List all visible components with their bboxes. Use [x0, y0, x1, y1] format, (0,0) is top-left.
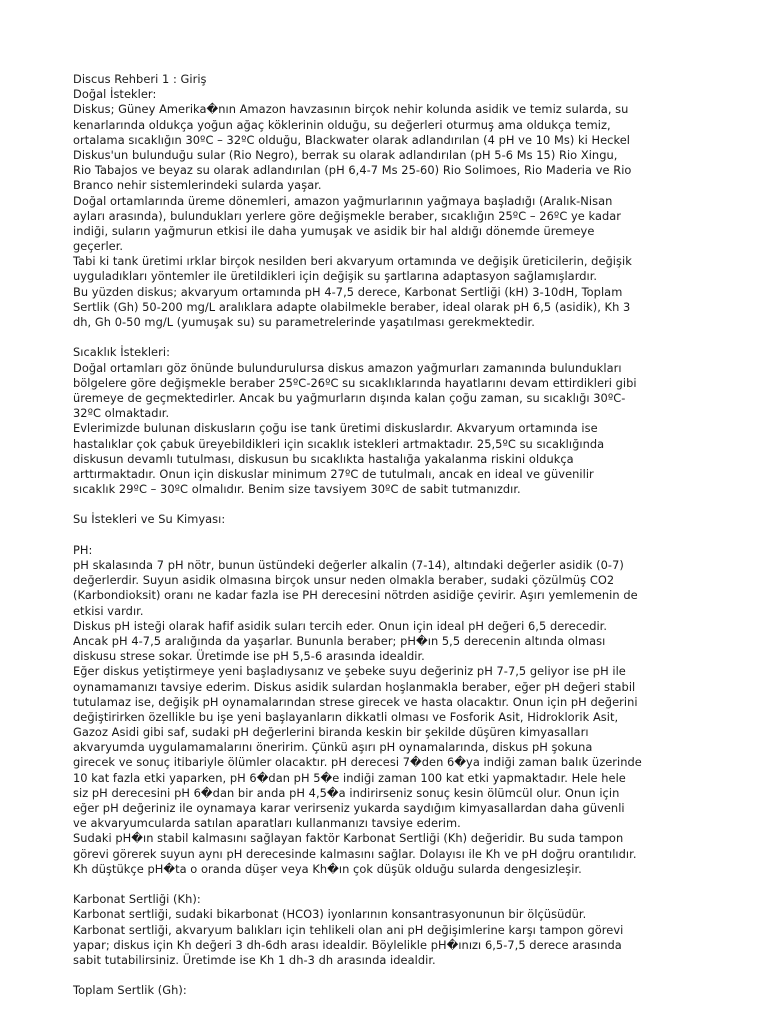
text-line: ve akvaryumcularda satılan aparatları kullanmanızı tavsiye ederim. — [73, 816, 461, 831]
text-line: Doğal İstekler: — [73, 87, 157, 102]
document-page — [73, 72, 699, 998]
blank-line — [73, 330, 699, 345]
text-line: akvaryumda uygulamamalarını öneririm. Çünkü aşırı pH oynamalarında, diskus pH şokuna — [73, 740, 593, 755]
text-line: geçerler. — [73, 239, 124, 254]
text-line: ortalama sıcaklığın 30ºC – 32ºC olduğu, Blackwater olarak adlandırılan (4 pH ve 10 Ms) ki Heckel — [73, 132, 631, 147]
text-line: diskusun devamlı tutulması, diskusun bu sıcaklıkta hastalığa yakalanma riskini oldukça — [73, 451, 574, 466]
text-line: ayları arasında), bulundukları yerlere göre değişmekle beraber, sıcaklığın 25ºC – 26ºC ye kadar — [73, 208, 622, 223]
text-line: arttırmaktadır. Onun için diskuslar minimum 27ºC de tutulmalı, ancak en ideal ve güvenilir — [73, 466, 594, 481]
text-line: Sıcaklık İstekleri: — [73, 345, 170, 360]
text-line: girecek ve sonuç itibariyle ölümler olacaktır. pH derecesi 7�den 6�ya indiği zaman balık üzerinde — [73, 755, 642, 770]
blank-line — [73, 528, 699, 543]
text-line: Bu yüzden diskus; akvaryum ortamında pH 4-7,5 derece, Karbonat Sertliği (kH) 3-10dH, Toplam — [73, 284, 623, 299]
text-line: Doğal ortamlarında üreme dönemleri, amazon yağmurlarının yağmaya başladığı (Aralık-Nisan — [73, 193, 613, 208]
blank-line — [73, 497, 699, 512]
text-line: Doğal ortamları göz önünde bulundurulursa diskus amazon yağmurları zamanında bulundukları — [73, 360, 622, 375]
text-line: uyguladıkları yöntemler ile üretildikleri için değişik su şartlarına adaptasyon sağlamışlardır. — [73, 269, 598, 284]
text-line: 10 kat fazla etki yaparken, pH 6�dan pH 5�e indiği zaman 100 kat etki yapmaktadır. Hele hele — [73, 770, 626, 785]
text-line: Karbonat sertliği, akvaryum balıkları için tehlikeli olan ani pH değişimlerine karşı tampon görevi — [73, 922, 624, 937]
text-line: sabit tutabilirsiniz. Üretimde ise Kh 1 dh-3 dh arasında idealdir. — [73, 952, 436, 967]
text-line: sıcaklık 29ºC – 30ºC olmalıdır. Benim size tavsiyem 30ºC de sabit tutmanızdır. — [73, 482, 521, 497]
text-line: dh, Gh 0-50 mg/L (yumuşak su) su parametrelerinde yaşatılması gerekmektedir. — [73, 315, 535, 329]
text-line: siz pH derecesini pH 6�dan bir anda pH 4,5�a indirirseniz sonuç kesin ölümcül olur. Onun için — [73, 785, 620, 800]
text-line: diskusu strese sokar. Üretimde ise pH 5,5-6 arasında idealdir. — [73, 649, 425, 664]
text-line: Sertlik (Gh) 50-200 mg/L aralıklara adapte olabilmekle beraber, ideal olarak pH 6,5 (asidik), Kh 3 — [73, 299, 631, 314]
text-line: indiği, suların yağmurun etkisi ile daha yumuşak ve asidik bir hal aldığı dönemde üremeye — [73, 223, 595, 238]
text-line: PH: — [73, 542, 93, 557]
text-line: kenarlarında oldukça yoğun ağaç köklerinin olduğu, su değerleri oturmuş ama oldukça temiz, — [73, 117, 611, 132]
text-line: Diskus pH isteği olarak hafif asidik suları tercih eder. Onun için ideal pH değeri 6,5 derecedir. — [73, 618, 608, 633]
text-line: etkisi vardır. — [73, 603, 144, 618]
text-line: değiştirirken özellikle bu işe yeni başlayanların dikkatli olması ve Fosforik Asit, Hidroklorik Asit, — [73, 709, 619, 724]
text-line: üremeye de geçmektedirler. Ancak bu yağmurların dışında kalan çoğu zaman, su sıcaklığı 30ºC- — [73, 390, 626, 405]
text-line: Rio Tabajos ve beyaz su olarak adlandırılan (pH 6,4-7 Ms 25-60) Rio Solimoes, Rio Maderia ve Rio — [73, 163, 632, 178]
text-line: Ancak pH 4-7,5 aralığında da yaşarlar. Bununla beraber; pH�ın 5,5 derecenin altında olması — [73, 633, 606, 648]
text-line: Diskus'un bulunduğu sular (Rio Negro), berrak su olarak adlandırılan (pH 5-6 Ms 15) Rio Xingu, — [73, 147, 618, 162]
text-line: Evlerimizde bulunan diskusların çoğu ise tank üretimi diskuslardır. Akvaryum ortamında ise — [73, 421, 598, 436]
text-line: görevi görerek suyun aynı pH derecesinde kalmasını sağlar. Dolayısı ile Kh ve pH doğru orantılıdır. — [73, 846, 637, 861]
text-line: Karbonat Sertliği (Kh): — [73, 892, 201, 907]
text-line: Branco nehir sistemlerindeki sularda yaşar. — [73, 178, 322, 193]
text-line: Sudaki pH�ın stabil kalmasını sağlayan faktör Karbonat Sertliği (Kh) değeridir. Bu suda tampon — [73, 831, 624, 846]
text-line: yapar; diskus için Kh değeri 3 dh-6dh arası idealdir. Böylelikle pH�ınızı 6,5-7,5 derece arasında — [73, 937, 622, 952]
text-line: Su İstekleri ve Su Kimyası: — [73, 512, 226, 527]
text-line: eğer pH değeriniz ile oynamaya karar verirseniz yukarda saydığım kimyasallardan daha güvenli — [73, 801, 625, 815]
text-line: Tabi ki tank üretimi ırklar birçok nesilden beri akvaryum ortamında ve değişik üreticilerin, değişik — [73, 254, 632, 269]
text-line: hastalıklar çok çabuk üreyebildikleri için sıcaklık istekleri artmaktadır. 25,5ºC su sıcaklığında — [73, 436, 605, 451]
text-line: Discus Rehberi 1 : Giriş — [73, 72, 207, 86]
text-line: tutulamaz ise, değişik pH oynamalarından strese girecek ve hasta olacaktır. Onun için pH değerini — [73, 694, 638, 709]
text-line: değerlerdir. Suyun asidik olmasına birçok unsur neden olmakla beraber, sudaki çözülmüş CO2 — [73, 573, 615, 588]
text-line: Toplam Sertlik (Gh): — [73, 983, 187, 998]
text-line: oynamamanızı tavsiye ederim. Diskus asidik sulardan hoşlanmakla beraber, eğer pH değeri stabil — [73, 679, 636, 694]
text-line: (Karbondioksit) oranı ne kadar fazla ise PH derecesini nötrden asidiğe çevirir. Aşırı yemlemenin de — [73, 588, 638, 603]
blank-line — [73, 968, 699, 983]
text-line: pH skalasında 7 pH nötr, bunun üstündeki değerler alkalin (7-14), altındaki değerler asidik (0-7) — [73, 558, 624, 572]
text-line: bölgelere göre değişmekle beraber 25ºC-26ºC su sıcaklıklarında hayatlarını devam ettirdikleri gibi — [73, 375, 637, 390]
text-line: Karbonat sertliği, sudaki bikarbonat (HCO3) iyonlarının konsantrasyonunun bir ölçüsüdür. — [73, 907, 587, 922]
text-line: Eğer diskus yetiştirmeye yeni başladıysanız ve şebeke suyu değeriniz pH 7-7,5 geliyor ise pH ile — [73, 664, 626, 679]
text-line: Gazoz Asidi gibi saf, sudaki pH değerlerini biranda keskin bir şekilde düşüren kimyasalları — [73, 725, 589, 740]
text-line: 32ºC olmaktadır. — [73, 406, 170, 421]
blank-line — [73, 877, 699, 892]
text-line: Kh düştükçe pH�ta o oranda düşer veya Kh�ın çok düşük olduğu sularda dengesizleşir. — [73, 861, 582, 876]
text-line: Diskus; Güney Amerika�nın Amazon havzasının birçok nehir kolunda asidik ve temiz sularda, su — [73, 102, 629, 117]
